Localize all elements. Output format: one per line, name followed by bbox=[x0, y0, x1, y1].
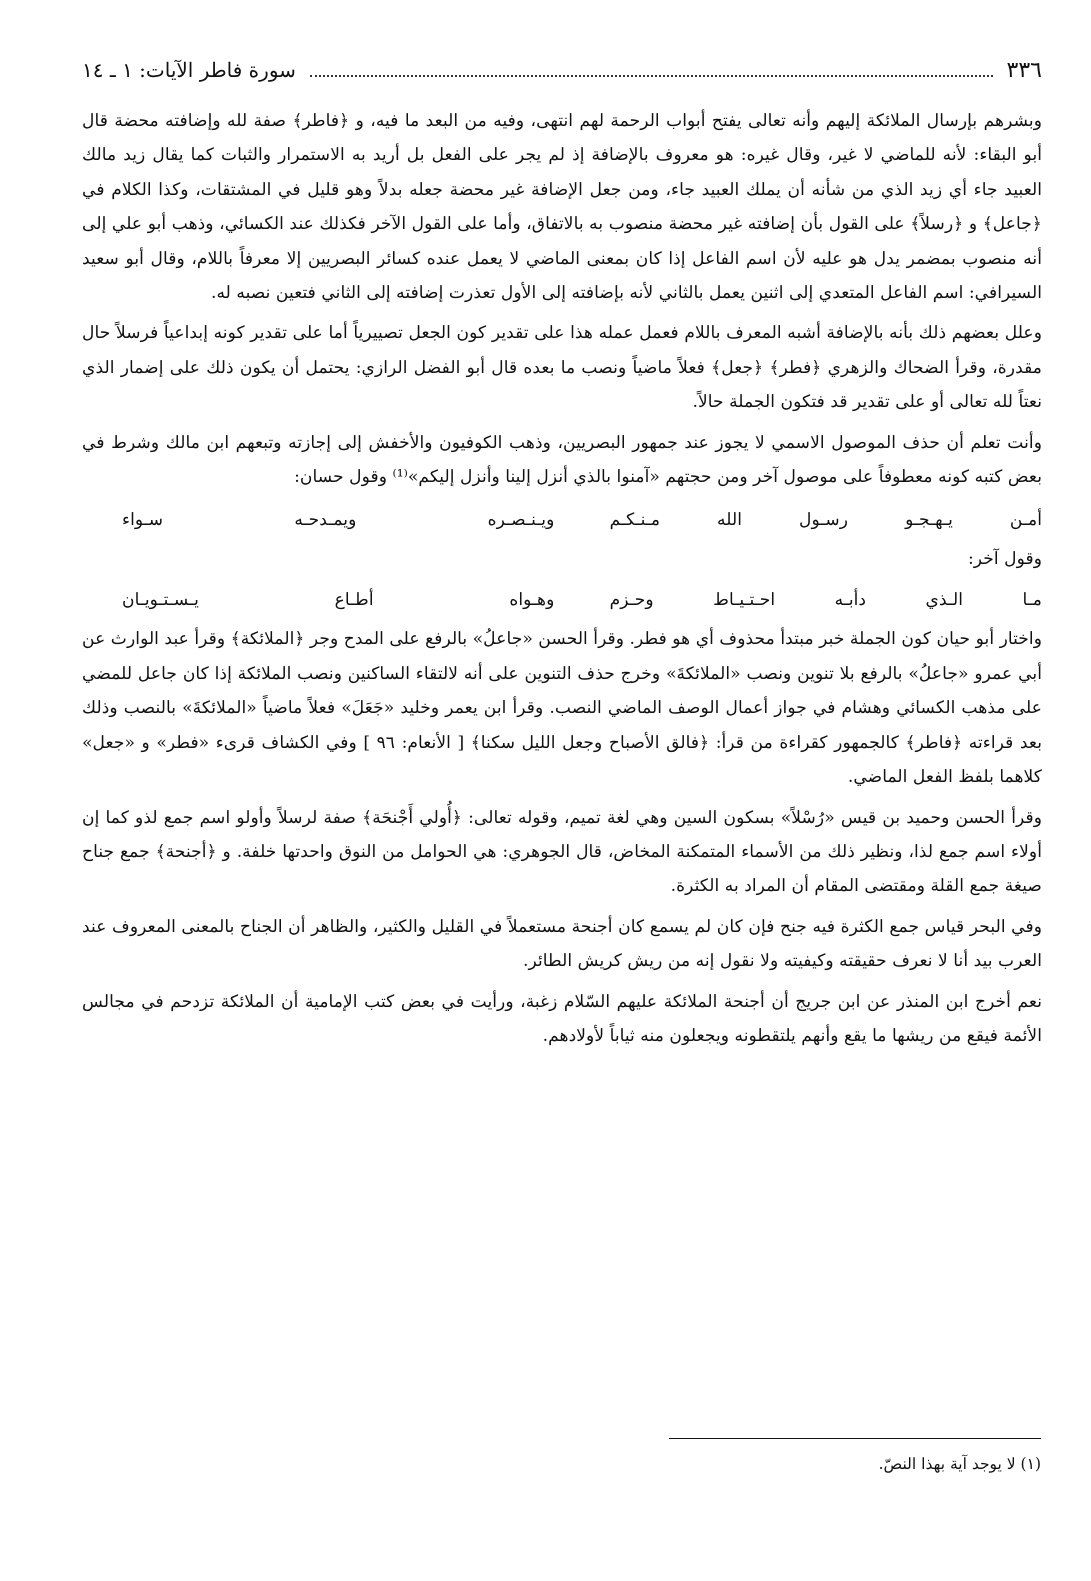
book-page bbox=[82, 58, 1042, 1059]
paragraph-4: واختار أبو حيان كون الجملة خبر مبتدأ محذوف أي هو فطر. وقرأ الحسن «جاعلُ» بالرفع على المدح وجر ﴿الملائكة﴾ وقرأ عبد الوارث عن أبي عمرو «جاعلُ» بالرفع بلا تنوين ونصب «الملائكةَ» وخرج حذف التنوين على أنه لالتقاء الساكنين ونصب الملائكة إذا كان جاعل للمضي على مذهب الكسائي وهشام في جواز أعمال الوصف الماضي النصب. وقرأ ابن يعمر وخليد «جَعَلَ» فعلاً ماضياً «الملائكةَ» بالنصب وذلك بعد قراءته ﴿فاطر﴾ كالجمهور كقراءة من قرأ: ﴿فالق الأصباح وجعل الليل سكنا﴾ [ الأنعام: ٩٦ ] وفي الكشاف قرىء «فطر» و «جعل» كلاهما بلفظ الفعل الماضي. bbox=[82, 629, 1042, 788]
verse-2-second-hemistich: وهـواه أطـاع يـسـتـويـان bbox=[122, 590, 555, 611]
footnote-separator bbox=[669, 1438, 1041, 1439]
verse-intro: وقول آخر: bbox=[967, 549, 1042, 570]
verse-2-first-hemistich: مـا الـذي دأبـه احـتـيـاط وحـزم bbox=[609, 590, 1042, 611]
header-dot-leader bbox=[310, 61, 993, 77]
running-title: سورة فاطر الآيات: ١ ـ ١٤ bbox=[82, 58, 296, 82]
verse-1 bbox=[82, 500, 1042, 540]
paragraph-6: وفي البحر قياس جمع الكثرة فيه جنح فإن كان لم يسمع كان أجنحة مستعملاً في القليل والكثير، والظاهر أن الجناح بالمعنى المعروف عند العرب بيد أنا لا نعرف حقيقته وكيفيته ولا نقول إنه من ريش كريش الطائر. bbox=[82, 916, 1042, 972]
verse-1-first-hemistich: أمـن يـهـجـو رسـول الله مـنـكـم bbox=[609, 510, 1042, 531]
page-body bbox=[82, 104, 1042, 1053]
paragraph-7: نعم أخرج ابن المنذر عن ابن جريج أن أجنحة الملائكة عليهم السّلام زغبة، ورأيت في بعض كتب الإمامية أن الملائكة تزدحم في مجالس الأئمة فيقع من ريشها ما يقع وأنهم يلتقطونه ويجعلون منه ثياباً لأولادهم. bbox=[82, 991, 1042, 1046]
paragraph-3: وأنت تعلم أن حذف الموصول الاسمي لا يجوز عند جمهور البصريين، وذهب الكوفيون والأخفش إلى إجازته وتبعهم ابن مالك وشرط في بعض كتبه كونه معطوفاً على موصول آخر ومن حجتهم «آمنوا بالذي أنزل إلينا وأنزل إليكم»⁽¹⁾ وقول حسان: bbox=[82, 432, 1042, 488]
paragraph-1: وبشرهم بإرسال الملائكة إليهم وأنه تعالى يفتح أبواب الرحمة لهم انتهى، وفيه من البعد ما فيه، و ﴿فاطر﴾ صفة لله وإضافته محضة قال أبو البقاء: لأنه للماضي لا غير، وقال غيره: هو معروف بالإضافة إذ لم يجر على الفعل بل أريد به الاستمرار والثبات كما يقال زيد مالك العبيد جاء أي زيد الذي من شأنه أن يملك العبيد جاء، ومن جعل الإضافة غير محضة جعله بدلاً وهو قليل في المشتقات، وكذا الكلام في ﴿جاعل﴾ و ﴿رسلاً﴾ على القول بأن إضافته غير محضة منصوب به بالاتفاق، وأما على القول الآخر فكذلك عند الكسائي، وذهب أبو علي إلى أنه منصوب بمضمر يدل هو عليه لأن اسم الفاعل إذا كان بمعنى الماضي لا يعمل عنده كسائر البصريين إلا معرفاً باللام، وقال أبو سعيد السيرافي: اسم الفاعل المتعدي إلى اثنين يعمل بالثاني لأنه بإضافته إلى الأول تعذرت إضافته إلى الثاني فتعين نصبه له. bbox=[82, 111, 1042, 304]
verse-1-second-hemistich: ويـنـصـره ويمـدحـه سـواء bbox=[122, 510, 555, 531]
page-number: ٣٣٦ bbox=[1006, 58, 1042, 83]
paragraph-2: وعلل بعضهم ذلك بأنه بالإضافة أشبه المعرف باللام فعمل عمله هذا على تقدير كون الجعل تصييرياً أما على تقدير كونه إبداعياً فرسلاً حال مقدرة، وقرأ الضحاك والزهري ﴿فطر﴾ ﴿جعل﴾ فعلاً ماضياً ونصب ما بعده قال أبو الفضل الرازي: يحتمل أن يكون ذلك على إضمار الذي نعتاً لله تعالى أو على تقدير قد فتكون الجملة حالاً. bbox=[82, 323, 1042, 413]
footnote: (١) لا يوجد آية بهذا النصّ. bbox=[878, 1455, 1041, 1473]
paragraph-5: وقرأ الحسن وحميد بن قيس «رُسْلاً» بسكون السين وهي لغة تميم، وقوله تعالى: ﴿أُولي أَجْنحَة﴾ صفة لرسلاً وأولو اسم جمع لذو كما إن أولاء اسم جمع لذا، ونظير ذلك من الأسماء المتمكنة المخاض، قال الجوهري: هي الحوامل من النوق واحدتها خلفة. و ﴿أجنحة﴾ جمع جناح صيغة جمع القلة ومقتضى المقام أن المراد به الكثرة. bbox=[82, 807, 1042, 897]
page-header bbox=[82, 58, 1042, 98]
verse-2 bbox=[82, 580, 1042, 620]
